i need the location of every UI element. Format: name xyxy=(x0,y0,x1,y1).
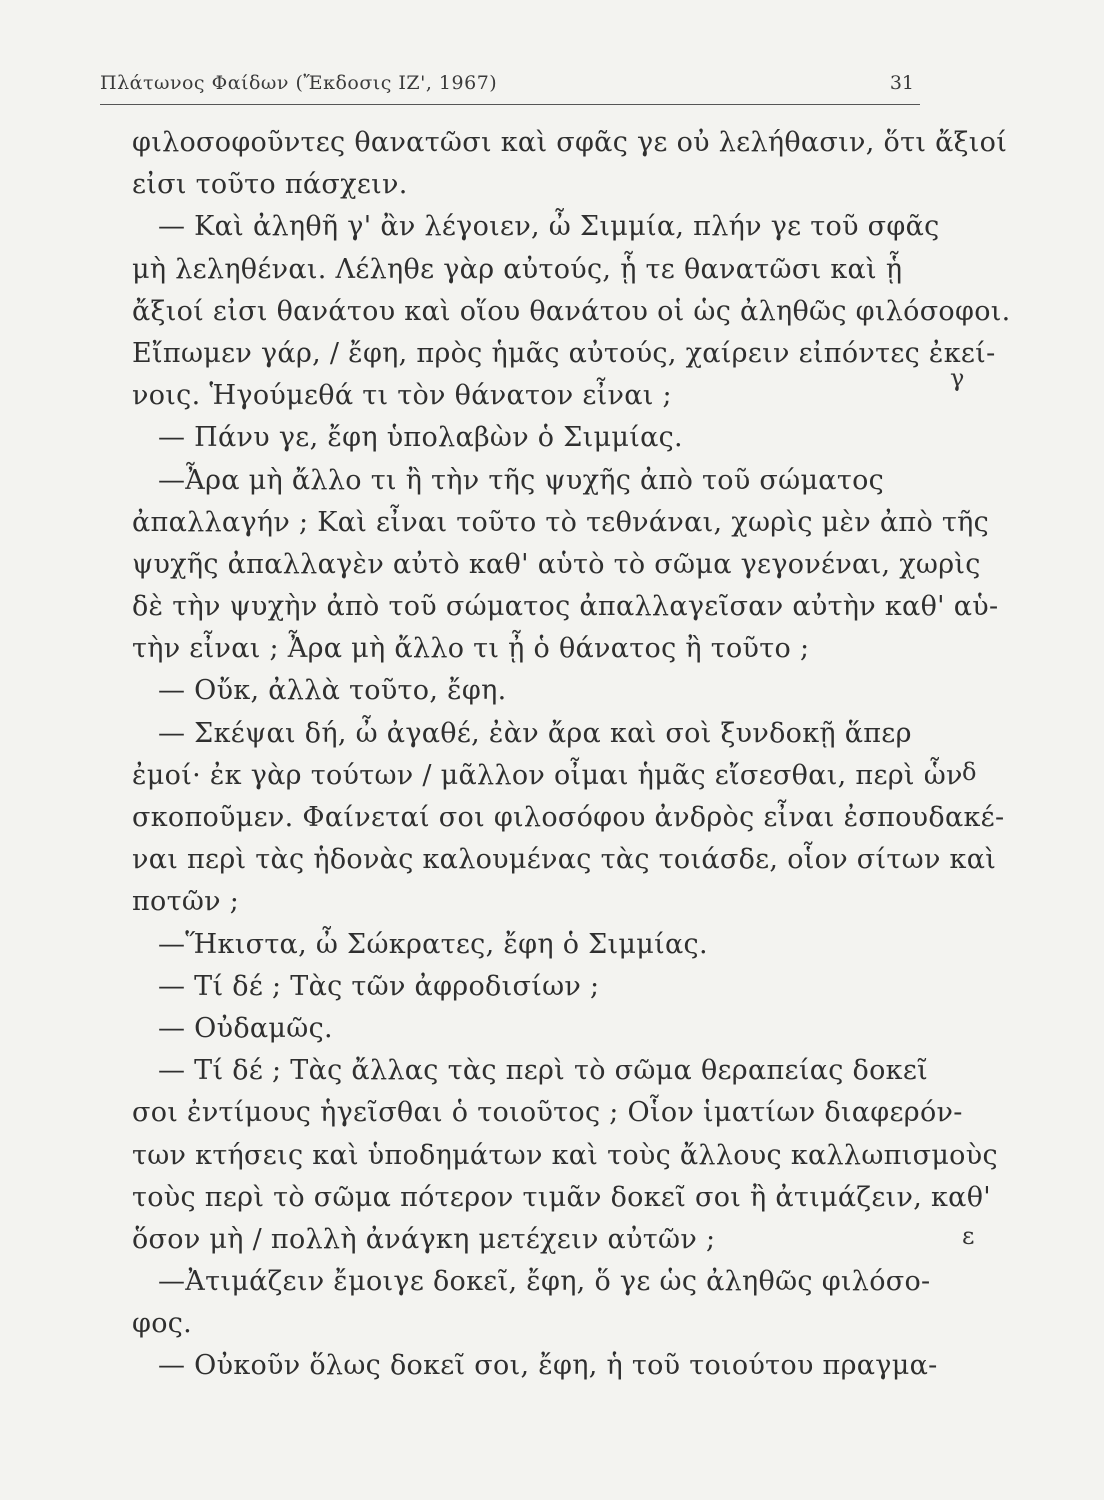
text-line: σκοποῦμεν. Φαίνεταί σοι φιλοσόφου ἀνδρὸς εἶναι ἐσπουδακέ- xyxy=(132,802,1005,833)
text-line: — Οὐδαμῶς. xyxy=(158,1012,333,1044)
text-line: — Σκέψαι δή, ὦ ἀγαθέ, ἐὰν ἄρα καὶ σοὶ ξυνδοκῇ ἅπερ xyxy=(158,717,912,749)
text-line: τοὺς περὶ τὸ σῶμα πότερον τιμᾶν δοκεῖ σοι ἢ ἀτιμάζειν, καθ' xyxy=(132,1181,991,1213)
text-line: — Πάνυ γε, ἔφη ὑπολαβὼν ὁ Σιμμίας. xyxy=(158,422,683,454)
text-line: μὴ λεληθέναι. Λέληθε γὰρ αὐτούς, ᾗ τε θανατῶσι καὶ ᾗ xyxy=(132,253,903,285)
text-line: — Τί δέ ; Τὰς τῶν ἀφροδισίων ; xyxy=(158,970,600,1002)
text-line: νοις. Ἡγούμεθά τι τὸν θάνατον εἶναι ; xyxy=(132,380,672,412)
text-line: ναι περὶ τὰς ἡδονὰς καλουμένας τὰς τοιάσδε, οἷον σίτων καὶ xyxy=(132,844,997,876)
text-line: των κτήσεις καὶ ὑποδημάτων καὶ τοὺς ἄλλους καλλωπισμοὺς xyxy=(132,1139,998,1171)
text-line: ποτῶν ; xyxy=(132,886,240,918)
text-line: —Ἥκιστα, ὦ Σώκρατες, ἔφη ὁ Σιμμίας. xyxy=(158,928,708,960)
margin-note-epsilon: ε xyxy=(962,1222,975,1250)
text-line: τὴν εἶναι ; Ἆρα μὴ ἄλλο τι ᾖ ὁ θάνατος ἢ τοῦτο ; xyxy=(132,633,810,665)
text-line: σοι ἐντίμους ἡγεῖσθαι ὁ τοιοῦτος ; Οἷον ἱματίων διαφερόν- xyxy=(132,1097,963,1129)
text-line: — Καὶ ἀληθῆ γ' ἂν λέγοιεν, ὦ Σιμμία, πλήν γε τοῦ σφᾶς xyxy=(158,211,940,243)
text-line: — Οὔκ, ἀλλὰ τοῦτο, ἔφη. xyxy=(158,675,507,707)
text-line: —Ἀτιμάζειν ἔμοιγε δοκεῖ, ἔφη, ὅ γε ὡς ἀληθῶς φιλόσο- xyxy=(158,1266,931,1298)
running-header xyxy=(100,68,920,105)
text-line: ἄξιοί εἰσι θανάτου καὶ οἵου θανάτου οἱ ὡς ἀληθῶς φιλόσοφοι. xyxy=(132,295,1011,327)
text-line: — Τί δέ ; Τὰς ἄλλας τὰς περὶ τὸ σῶμα θεραπείας δοκεῖ xyxy=(158,1055,929,1087)
text-line: δὲ τὴν ψυχὴν ἀπὸ τοῦ σώματος ἀπαλλαγεῖσαν αὐτὴν καθ' αὑ- xyxy=(132,591,999,623)
text-line: φος. xyxy=(132,1308,193,1340)
text-line: φιλοσοφοῦντες θανατῶσι καὶ σφᾶς γε οὐ λελήθασιν, ὅτι ἄξιοί xyxy=(132,127,1008,158)
page-number: 31 xyxy=(889,72,914,94)
margin-note-gamma: γ xyxy=(950,364,965,392)
text-line: ψυχῆς ἀπαλλαγὲν αὐτὸ καθ' αὑτὸ τὸ σῶμα γεγονέναι, χωρὶς xyxy=(132,548,981,580)
text-line: ὅσον μὴ / πολλὴ ἀνάγκη μετέχειν αὐτῶν ; xyxy=(132,1223,716,1255)
text-line: ἀπαλλαγήν ; Καὶ εἶναι τοῦτο τὸ τεθνάναι, χωρὶς μὲν ἀπὸ τῆς xyxy=(132,506,990,538)
margin-note-delta: δ xyxy=(962,758,977,786)
body-text xyxy=(132,122,1011,1388)
header-title: Πλάτωνος Φαίδων (Ἔκδοσις ΙΖ', 1967) xyxy=(100,72,498,94)
text-line: —Ἆρα μὴ ἄλλο τι ἢ τὴν τῆς ψυχῆς ἀπὸ τοῦ σώματος xyxy=(158,464,885,496)
text-line: Εἴπωμεν γάρ, / ἔφη, πρὸς ἡμᾶς αὐτούς, χαίρειν εἰπόντες ἐκεί- xyxy=(132,337,996,369)
text-line: εἰσι τοῦτο πάσχειν. xyxy=(132,169,408,201)
text-line: ἐμοί· ἐκ γὰρ τούτων / μᾶλλον οἶμαι ἡμᾶς εἴσεσθαι, περὶ ὧν xyxy=(132,759,963,791)
text-line: — Οὐκοῦν ὅλως δοκεῖ σοι, ἔφη, ἡ τοῦ τοιούτου πραγμα- xyxy=(158,1350,938,1382)
